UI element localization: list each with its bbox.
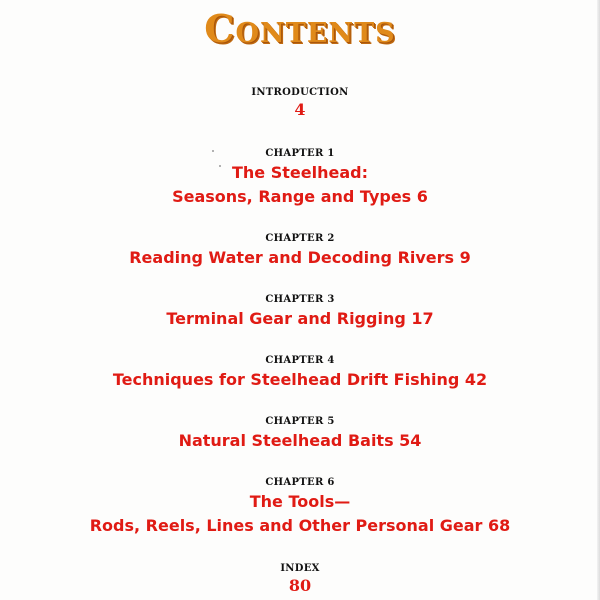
paper-speck	[219, 165, 221, 167]
chapter-4-label: CHAPTER 4	[265, 355, 335, 366]
chapter-6-title-line-2: Rods, Reels, Lines and Other Personal Gear 68	[89, 516, 511, 535]
index-entry	[0, 562, 600, 596]
chapter-2-entry	[0, 232, 600, 270]
chapter-5-title: Natural Steelhead Baits 54	[178, 431, 422, 450]
introduction-entry	[0, 86, 600, 120]
chapter-1-entry	[0, 147, 600, 209]
chapter-6-entry	[0, 476, 600, 538]
chapter-3-entry	[0, 293, 600, 331]
index-page-number: 80	[288, 576, 312, 595]
chapter-1-title-line-2: Seasons, Range and Types 6	[172, 187, 428, 206]
chapter-5-entry	[0, 415, 600, 453]
chapter-1-title-line-1: The Steelhead:	[232, 163, 368, 182]
chapter-4-title: Techniques for Steelhead Drift Fishing 42	[112, 370, 488, 389]
index-label: INDEX	[280, 563, 320, 574]
chapter-1-label: CHAPTER 1	[265, 148, 335, 159]
chapter-2-title: Reading Water and Decoding Rivers 9	[129, 248, 471, 267]
chapter-2-label: CHAPTER 2	[265, 233, 335, 244]
chapter-3-title: Terminal Gear and Rigging 17	[166, 309, 434, 328]
introduction-label: INTRODUCTION	[251, 87, 349, 98]
introduction-page-number: 4	[294, 100, 306, 119]
chapter-5-label: CHAPTER 5	[265, 416, 335, 427]
page-title: Contents	[204, 6, 396, 51]
chapter-4-entry	[0, 354, 600, 392]
chapter-6-label: CHAPTER 6	[265, 477, 335, 488]
chapter-6-title-line-1: The Tools—	[249, 492, 351, 511]
chapter-3-label: CHAPTER 3	[265, 294, 335, 305]
paper-speck	[212, 150, 214, 152]
